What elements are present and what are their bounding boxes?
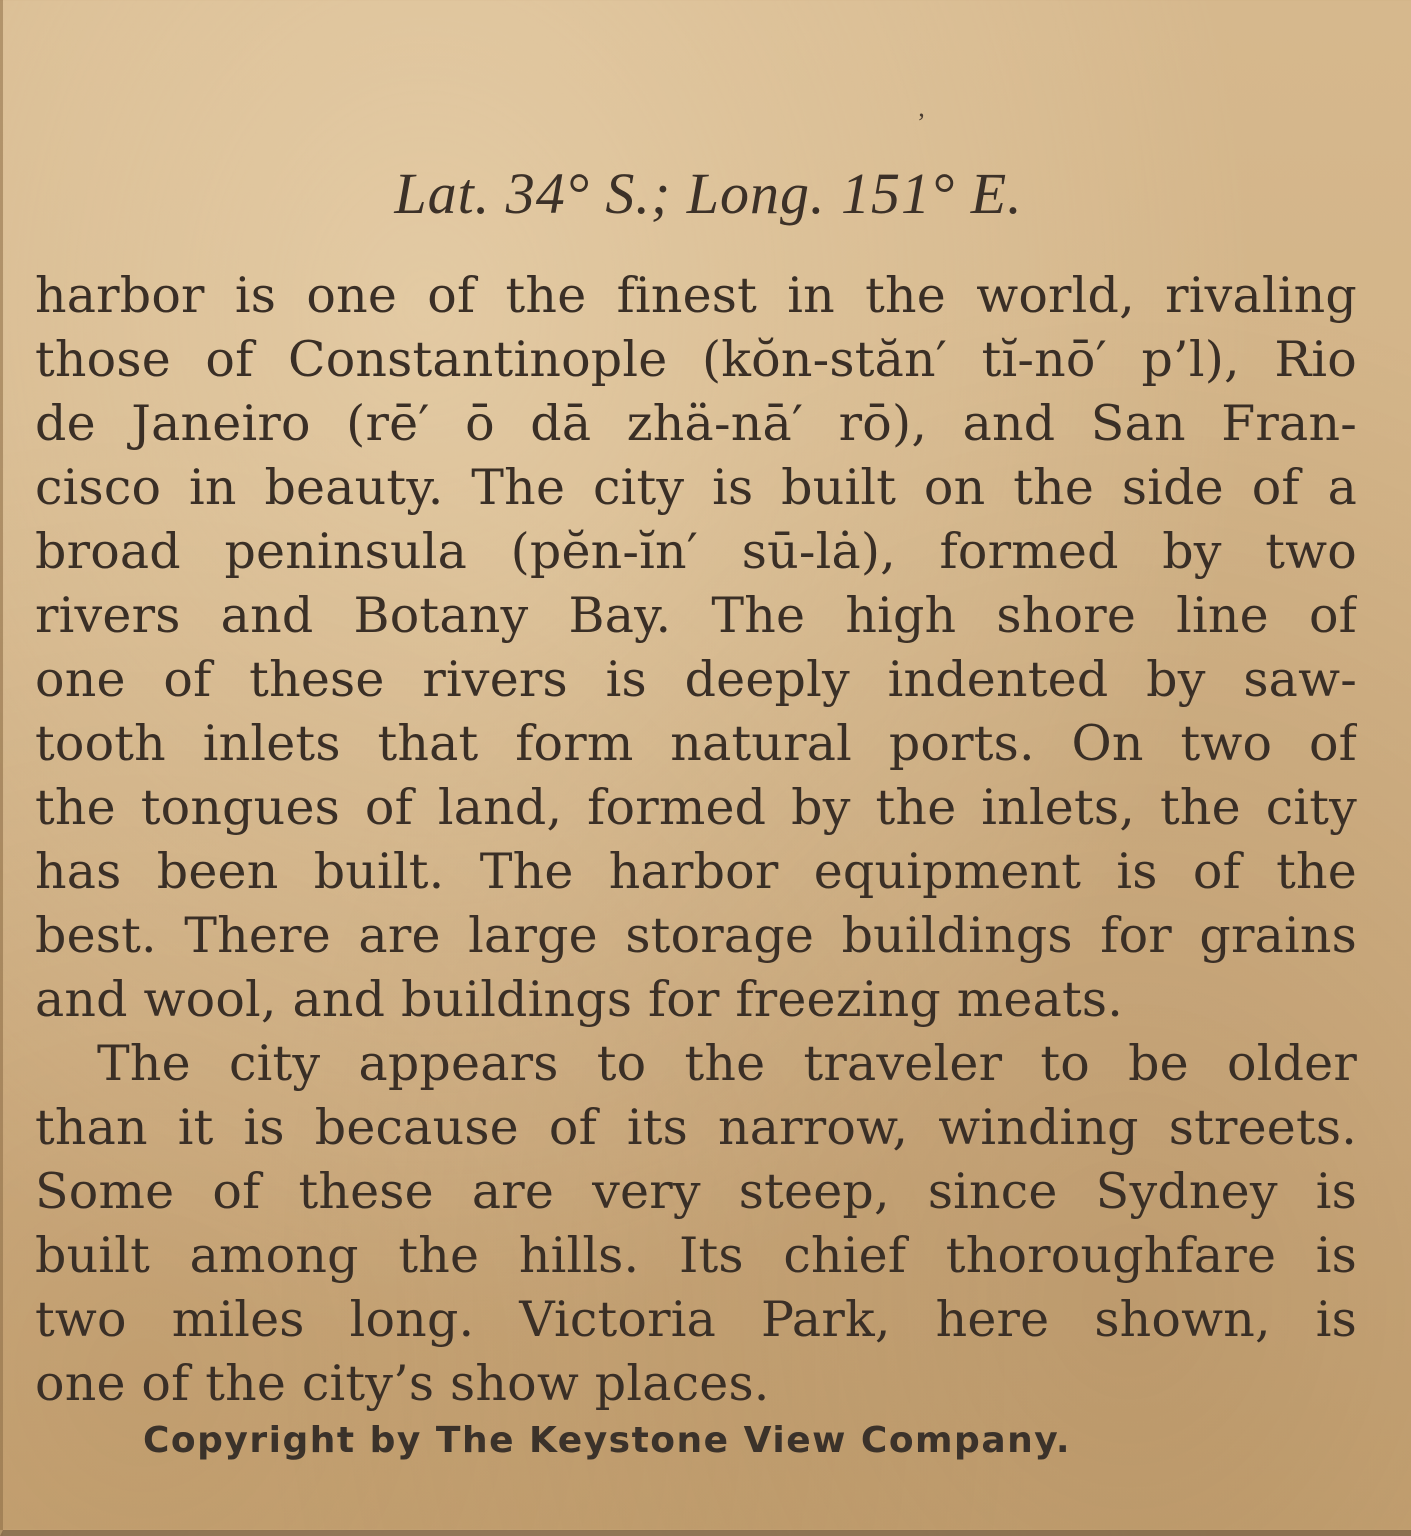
text-line: rivers and Botany Bay. The high shore line of	[35, 587, 1357, 644]
text-line: The city appears to the traveler to be older	[97, 1035, 1357, 1092]
text-line: de Janeiro (rē′ ō dā zhä-nā′ rō), and San Fran-	[35, 395, 1357, 452]
text-line: two miles long. Victoria Park, here shown, is	[35, 1291, 1357, 1348]
text-line: has been built. The harbor equipment is of the	[35, 843, 1357, 900]
paragraph-2	[35, 1032, 1357, 1416]
text-line: and wool, and buildings for freezing meats.	[35, 971, 1124, 1028]
text-line: Some of these are very steep, since Sydney is	[35, 1163, 1357, 1220]
text-line: those of Constantinople (kŏn-stăn′ tĭ-nō′ p’l), Rio	[35, 331, 1357, 388]
text-line: best. There are large storage buildings for grains	[35, 907, 1357, 964]
text-line: broad peninsula (pĕn-ĭn′ sū-lȧ), formed by two	[35, 523, 1357, 580]
coordinates-heading: Lat. 34° S.; Long. 151° E.	[394, 161, 1023, 226]
text-line: the tongues of land, formed by the inlets, the city	[35, 779, 1357, 836]
text-line: one of these rivers is deeply indented by saw-	[35, 651, 1357, 708]
text-line: harbor is one of the finest in the world, rivaling	[35, 267, 1357, 324]
paragraph-1	[35, 264, 1357, 1032]
printer-mark: ’	[917, 108, 926, 137]
description-text	[35, 264, 1357, 1416]
text-line: tooth inlets that form natural ports. On two of	[35, 715, 1357, 772]
text-line: cisco in beauty. The city is built on the side of a	[35, 459, 1357, 516]
text-line: built among the hills. Its chief thoroughfare is	[35, 1227, 1357, 1284]
copyright-notice: Copyright by The Keystone View Company.	[143, 1420, 1072, 1461]
text-line: one of the city’s show places.	[35, 1355, 770, 1412]
text-line: than it is because of its narrow, winding streets.	[35, 1099, 1357, 1156]
